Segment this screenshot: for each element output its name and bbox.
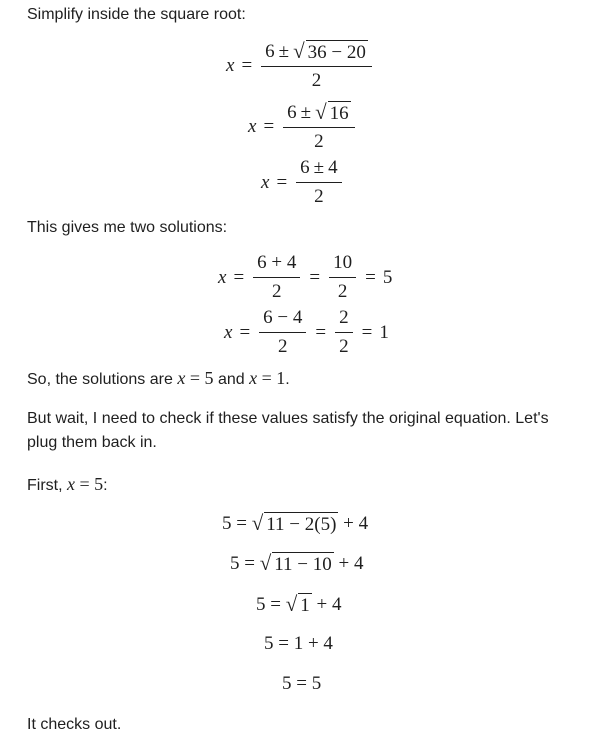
radicand: 16 [329, 103, 349, 124]
numerator: 6 + 4 [253, 252, 300, 278]
equals-sign: = [233, 266, 245, 288]
lhs: 5 = [230, 552, 255, 574]
square-root [286, 593, 312, 616]
fraction [283, 101, 354, 153]
inline-math: x = 5 [67, 474, 104, 494]
var-x: x [224, 321, 233, 343]
var-x: x [218, 266, 227, 288]
num-four: 4 [328, 157, 338, 178]
fraction [329, 252, 356, 303]
check-line-3 [256, 593, 341, 616]
equals-sign: = [241, 55, 253, 76]
square-root [315, 101, 351, 124]
result-five: 5 [382, 266, 393, 288]
solution-x-equals-1 [224, 307, 389, 358]
tail: + 4 [343, 512, 369, 534]
equals-sign: = [309, 266, 321, 288]
tail: + 4 [316, 593, 342, 615]
num-six: 6 [265, 40, 275, 62]
solution-x-equals-5 [218, 252, 392, 303]
equation-sqrt-36-minus-20 [226, 40, 374, 92]
numerator [296, 157, 341, 183]
numerator: 10 [329, 252, 356, 278]
pm-sign: ± [278, 40, 290, 62]
fraction [253, 252, 300, 303]
numerator [261, 40, 372, 67]
summary-and: and [217, 371, 245, 388]
square-root [293, 40, 368, 63]
result-one: 1 [379, 321, 389, 343]
two-solutions-text: This gives me two solutions: [27, 219, 228, 236]
lhs: 5 = [222, 512, 247, 534]
equals-sign: = [361, 321, 373, 343]
simplify-intro-text: Simplify inside the square root: [27, 6, 246, 23]
var-x: x [226, 55, 235, 76]
fraction [261, 40, 372, 92]
denominator: 2 [337, 281, 348, 302]
denominator: 2 [339, 336, 349, 357]
equation-sqrt-16 [248, 101, 357, 153]
radical-symbol: √ [285, 592, 298, 616]
equals-sign: = [263, 116, 275, 137]
equals-sign: = [365, 266, 376, 288]
num-six: 6 [287, 101, 297, 123]
first-prefix: First, [27, 477, 63, 494]
first-colon: : [103, 477, 108, 494]
equals-sign: = [315, 321, 327, 343]
radicand: 1 [300, 595, 310, 616]
radicand: 36 − 20 [307, 42, 366, 63]
check-line-5: 5 = 5 [282, 673, 322, 694]
check-line-2 [230, 552, 363, 575]
equation-6-pm-4 [261, 157, 344, 208]
fraction [296, 157, 341, 208]
denominator: 2 [314, 186, 324, 207]
num-six: 6 [300, 157, 310, 178]
equals-sign: = [239, 321, 251, 343]
var-x: x [248, 116, 257, 137]
check-line-4: 5 = 1 + 4 [264, 633, 333, 654]
pm-sign: ± [300, 101, 312, 123]
check-text-line-2: plug them back in. [27, 434, 157, 451]
equals-sign: = [276, 171, 288, 193]
radicand: 11 − 10 [274, 554, 332, 575]
numerator [283, 101, 354, 128]
numerator: 6 − 4 [259, 307, 306, 333]
denominator: 2 [311, 70, 322, 91]
solutions-summary [27, 366, 290, 392]
var-x: x [261, 171, 270, 193]
inline-math: x = 5 [177, 368, 214, 388]
denominator: 2 [272, 281, 282, 302]
check-line-1 [222, 512, 368, 535]
fraction [335, 307, 353, 358]
square-root [252, 512, 339, 535]
summary-prefix: So, the solutions are [27, 371, 173, 388]
lhs: 5 = [256, 593, 281, 615]
check-text-line-1: But wait, I need to check if these values satisfy the original equation. Let's [27, 410, 549, 427]
inline-math: x = 1 [249, 368, 286, 388]
checks-out-text: It checks out. [27, 716, 122, 733]
radical-symbol: √ [251, 511, 264, 535]
denominator: 2 [314, 131, 324, 152]
denominator: 2 [278, 336, 288, 357]
first-check-label [27, 472, 108, 498]
summary-period: . [285, 371, 290, 388]
numerator: 2 [335, 307, 353, 333]
radical-symbol: √ [293, 39, 305, 63]
square-root [260, 552, 334, 575]
radicand: 11 − 2(5) [266, 514, 337, 535]
radical-symbol: √ [259, 551, 272, 575]
radical-symbol: √ [315, 100, 327, 124]
tail: + 4 [338, 552, 364, 574]
fraction [259, 307, 306, 358]
pm-sign: ± [313, 157, 325, 178]
